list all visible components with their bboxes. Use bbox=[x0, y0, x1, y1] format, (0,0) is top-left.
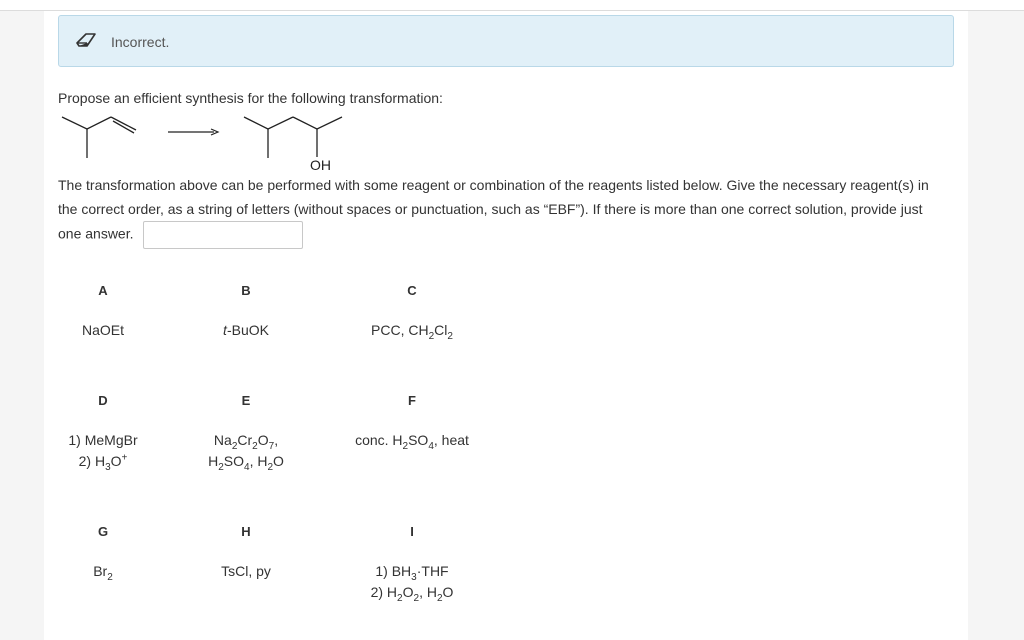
reagent-name: t-BuOK bbox=[223, 322, 269, 338]
question-prompt: Propose an efficient synthesis for the following transformation: bbox=[58, 90, 443, 106]
question-description bbox=[58, 174, 948, 249]
feedback-status-text: Incorrect. bbox=[111, 34, 170, 50]
reagent-letter: H bbox=[241, 524, 251, 539]
reagent-letter: D bbox=[98, 393, 108, 408]
reagent-name: PCC, $CH_2Cl_2$ bbox=[371, 322, 453, 342]
product-structure bbox=[244, 117, 342, 158]
reagent-name: conc. $H_2SO_4$, heat bbox=[355, 432, 469, 452]
reagent-name: $Na_2Cr_2O_7$, $H_2SO_4$, $H_2O$ bbox=[208, 432, 284, 473]
reagent-name: $Br_2$ bbox=[93, 563, 113, 583]
reagent-letter: E bbox=[241, 393, 251, 408]
reagent-name: 1) $BH_3\cdot THF$ 2) $H_2O_2$, $H_2O$ bbox=[370, 563, 454, 604]
top-bar bbox=[0, 0, 1024, 11]
feedback-banner bbox=[58, 15, 954, 67]
question-panel bbox=[44, 11, 968, 640]
answer-input[interactable] bbox=[143, 221, 303, 249]
reaction-scheme bbox=[54, 111, 354, 171]
reagent-name: 1) MeMgBr 2) $H_3O^+$ bbox=[68, 432, 138, 473]
reaction-arrow bbox=[168, 129, 218, 135]
reagent-option bbox=[23, 283, 183, 341]
reagent-letter: B bbox=[241, 283, 251, 298]
reagent-option bbox=[23, 393, 183, 472]
reagent-letter: I bbox=[410, 524, 414, 539]
reagent-option bbox=[332, 393, 492, 451]
reagent-name: TsCl, py bbox=[221, 563, 271, 579]
reactant-structure bbox=[62, 117, 136, 158]
eraser-icon bbox=[75, 32, 97, 48]
reagent-option bbox=[23, 524, 183, 582]
reagent-letter: C bbox=[407, 283, 417, 298]
reagent-letter: G bbox=[97, 524, 109, 539]
reagent-letter: A bbox=[98, 283, 108, 298]
reagent-option bbox=[332, 524, 492, 603]
reagent-option bbox=[166, 283, 326, 341]
reagent-letter: F bbox=[408, 393, 416, 408]
reagent-option bbox=[332, 283, 492, 341]
reagent-name: NaOEt bbox=[81, 322, 124, 338]
reagent-option bbox=[166, 524, 326, 582]
hydroxyl-label: OH bbox=[310, 157, 331, 171]
reagent-option bbox=[166, 393, 326, 472]
description-text: The transformation above can be performed with some reagent or combination of the reagents listed below. Give the necessary reagent(s) in the correct order, as a string of letters (without spaces or punctuation, such as “EBF”). If there is more than one correct solution, provide just one answer. bbox=[58, 177, 929, 242]
